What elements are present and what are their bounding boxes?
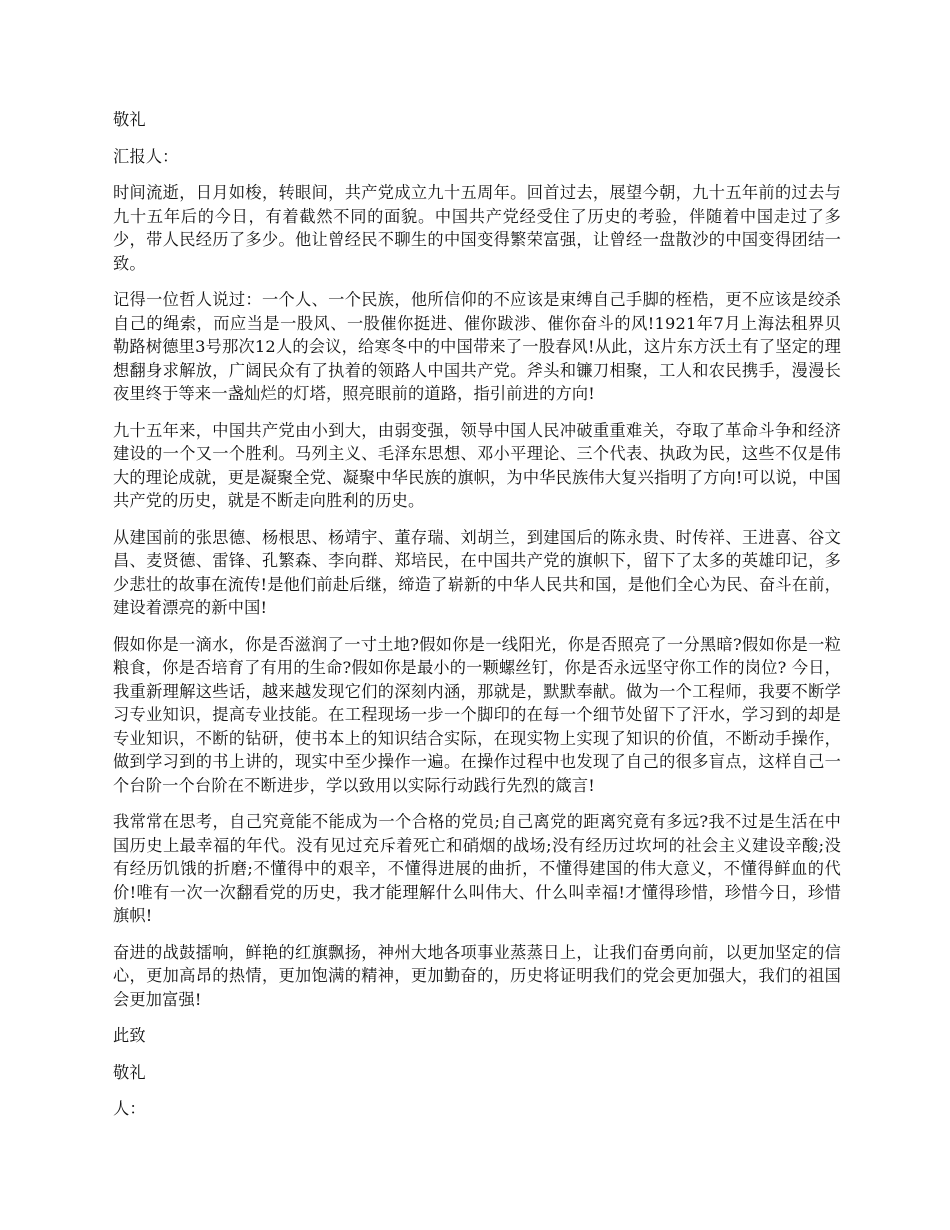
body-paragraph: 九十五年来，中国共产党由小到大，由弱变强，领导中国人民冲破重重难关，夺取了革命斗争和经济建设的一个又一个胜利。马列主义、毛泽东思想、邓小平理论、三个代表、执政为民，这些不仅是伟大的理论成就，更是凝聚全党、凝聚中华民族的旗帜，为中华民族伟大复兴指明了方向!可以说，中国共产党的历史，就是不断走向胜利的历史。 <box>113 420 841 510</box>
body-paragraph: 我常常在思考，自己究竟能不能成为一个合格的党员;自己离党的距离究竟有多远?我不过是生活在中国历史上最幸福的年代。没有见过充斥着死亡和硝烟的战场;没有经历过坎坷的社会主义建设辛酸;没有经历饥饿的折磨;不懂得中的艰辛，不懂得进展的曲折，不懂得建国的伟大意义，不懂得鲜血的代价!唯有一次一次翻看党的历史，我才能理解什么叫伟大、什么叫幸福!才懂得珍惜，珍惜今日，珍惜旗帜! <box>113 812 841 925</box>
document-page <box>113 108 841 1134</box>
body-paragraph: 记得一位哲人说过：一个人、一个民族，他所信仰的不应该是束缚自己手脚的桎梏，更不应该是绞杀自己的绳索，而应当是一股风、一股催你挺进、催你跋涉、催你奋斗的风!1921年7月上海法租界贝勒路树德里3号那次12人的会议，给寒冬中的中国带来了一股春风!从此，这片东方沃土有了坚定的理想翻身求解放，广阔民众有了执着的领路人中国共产党。斧头和镰刀相聚，工人和农民携手，漫漫长夜里终于等来一盏灿烂的灯塔，照亮眼前的道路，指引前进的方向! <box>113 290 841 403</box>
body-paragraph: 奋进的战鼓擂响，鲜艳的红旗飘扬，神州大地各项事业蒸蒸日上，让我们奋勇向前，以更加坚定的信心，更加高昂的热情，更加饱满的精神，更加勤奋的，历史将证明我们的党会更加强大，我们的祖国会更加富强! <box>113 942 841 1009</box>
closing-line: 此致 <box>113 1026 146 1045</box>
body-paragraph: 假如你是一滴水，你是否滋润了一寸土地?假如你是一线阳光，你是否照亮了一分黑暗?假如你是一粒粮食，你是否培育了有用的生命?假如你是最小的一颗螺丝钉，你是否永远坚守你工作的岗位? 今日，我重新理解这些话，越来越发现它们的深刻内涵，那就是，默默奉献。做为一个工程师，我要不断学习专业知识，提高专业技能。在工程现场一步一个脚印的在每一个细节处留下了汗水，学习到的却是专业知识，不断的钻研，使书本上的知识结合实际，在现实物上实现了知识的价值，不断动手操作，做到学习到的书上讲的，现实中至少操作一遍。在操作过程中也发现了自己的很多盲点，这样自己一个台阶一个台阶在不断进步，学以致用以实际行动践行先烈的箴言! <box>113 634 841 795</box>
header-greeting: 敬礼 <box>113 110 146 129</box>
salute-line: 敬礼 <box>113 1062 146 1082</box>
reporter-label: 汇报人： <box>113 146 179 166</box>
signer-line: 人： <box>113 1099 146 1118</box>
body-paragraph: 从建国前的张思德、杨根思、杨靖宇、董存瑞、刘胡兰，到建国后的陈永贵、时传祥、王进喜、谷文昌、麦贤德、雷锋、孔繁森、李向群、郑培民，在中国共产党的旗帜下，留下了太多的英雄印记，多少悲壮的故事在流传!是他们前赴后继，缔造了崭新的中华人民共和国，是他们全心为民、奋斗在前，建设着漂亮的新中国! <box>113 527 841 617</box>
body-paragraph: 时间流逝，日月如梭，转眼间，共产党成立九十五周年。回首过去，展望今朝，九十五年前的过去与九十五年后的今日，有着截然不同的面貌。中国共产党经受住了历史的考验，伴随着中国走过了多少，带人民经历了多少。他让曾经民不聊生的中国变得繁荣富强，让曾经一盘散沙的中国变得团结一致。 <box>113 183 841 273</box>
